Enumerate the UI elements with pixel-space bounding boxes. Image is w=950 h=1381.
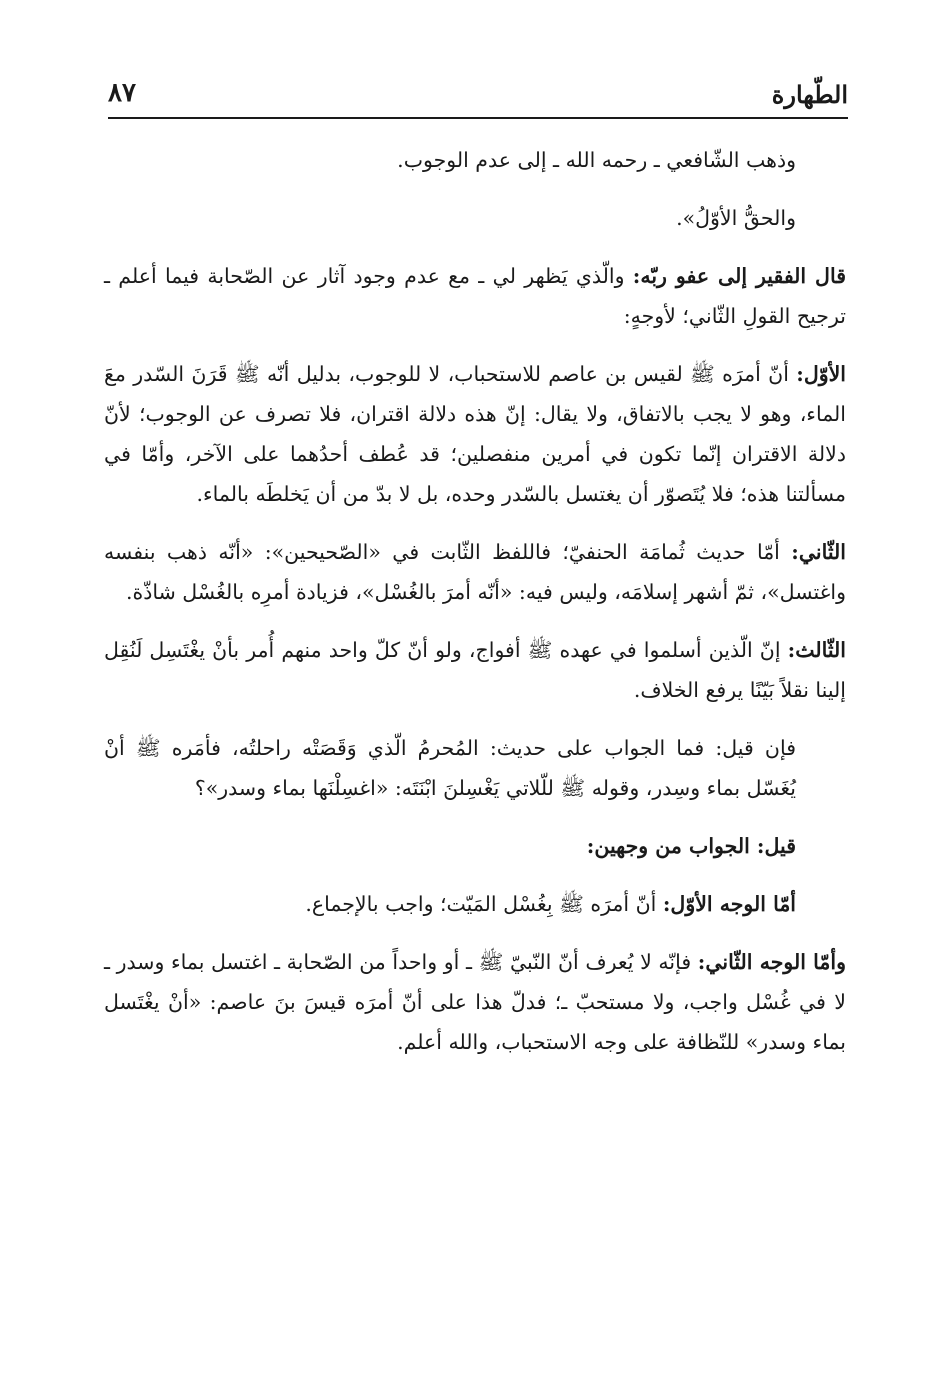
paragraph-second-reason: الثّاني: أمّا حديث ثُمامَة الحنفيّ؛ فاللفظ الثّابت في «الصّحيحين»: «أنّه ذهب بنفسه واغتسل»، ثمّ أشهر إسلامَه، وليس فيه: «أنّه أمرَ بالغُسْل»، فزيادة أمرِه بالغُسْل شاذّة. [104,540,846,604]
paragraph-lead: قال الفقير إلى عفو ربّه: [632,264,846,288]
paragraph-third-reason: الثّالث: إنّ الّذين أسلموا في عهده ﷺ أفواج، ولو أنّ كلّ واحد منهم أُمر بأنْ يغْتَسِل لَنُقِل إلينا نقلاً بَيّنًا يرفع الخلاف. [104,638,846,702]
paragraph-lead: قيل: الجواب من وجهين: [586,834,796,858]
paragraph-author-opinion: قال الفقير إلى عفو ربّه: والّذي يَظهر لي ـ مع عدم وجود آثار عن الصّحابة فيما أعلم ـ ترجيح القولِ الثّاني؛ لأوجهٍ: [104,264,846,328]
running-title: الطّهارة [771,80,848,109]
paragraph-shafii: وذهب الشّافعي ـ رحمه الله ـ إلى عدم الوجوب. [397,148,796,172]
page-number: ٨٧ [108,78,136,108]
page-body [104,140,846,1320]
paragraph-objection: فإن قيل: فما الجواب على حديث: المُحرمُ الّذي وَقَصَتْه راحلتُه، فأمَره ﷺ أنْ يُغَسّل بماء وسِدر، وقوله ﷺ للّلاتي يَغْسِلنَ ابْنَتَه: «اغسِلْنَها بماء وسدر»؟ [104,736,796,800]
paragraph-second-aspect: وأمّا الوجه الثّاني: فإنّه لا يُعرف أنّ النّبيّ ﷺ ـ أو واحداً من الصّحابة ـ اغتسل بماء وسدر ـ لا في غُسْل واجب، ولا مستحبّ ـ؛ فدلّ هذا على أنّ أمرَه قيسَ بنَ عاصم: «أنْ يغْتَسل بماء وسدر» للنّظافة على وجه الاستحباب، والله أعلم. [104,950,846,1054]
paragraph-lead: الأوّل: [796,362,846,386]
paragraph-lead: الثّاني: [791,540,846,564]
paragraph-lead: وأمّا الوجه الثّاني: [697,950,846,974]
page-header [108,78,848,114]
paragraph-first-aspect: أمّا الوجه الأوّل: أنّ أمرَه ﷺ بِغُسْل المَيّت؛ واجب بالإجماع. [305,892,796,916]
paragraph-haqq: والحقُّ الأوّلُ». [676,206,796,230]
paragraph-lead: أمّا الوجه الأوّل: [662,892,796,916]
paragraph-answer-intro [104,826,846,866]
header-rule [108,117,848,119]
paragraph-lead: الثّالث: [787,638,846,662]
paragraph-first-reason: الأوّل: أنّ أمرَه ﷺ لقيس بن عاصم للاستحباب، لا للوجوب، بدليل أنّه ﷺ قَرَنَ السّدر معَ الماء، وهو لا يجب بالاتفاق، ولا يقال: إنّ هذه دلالة اقتران، فلا تصرف عن الوجوب؛ لأنّ دلالة الاقتران إنّما تكون في أمرين منفصلين؛ قد عُطف أحدُهما على الآخر، وأمّا في مسألتنا هذه؛ فلا يُتَصوّر أن يغتسل بالسّدر وحده، بل لا بدّ من أن يَخلطَه بالماء. [104,362,846,506]
